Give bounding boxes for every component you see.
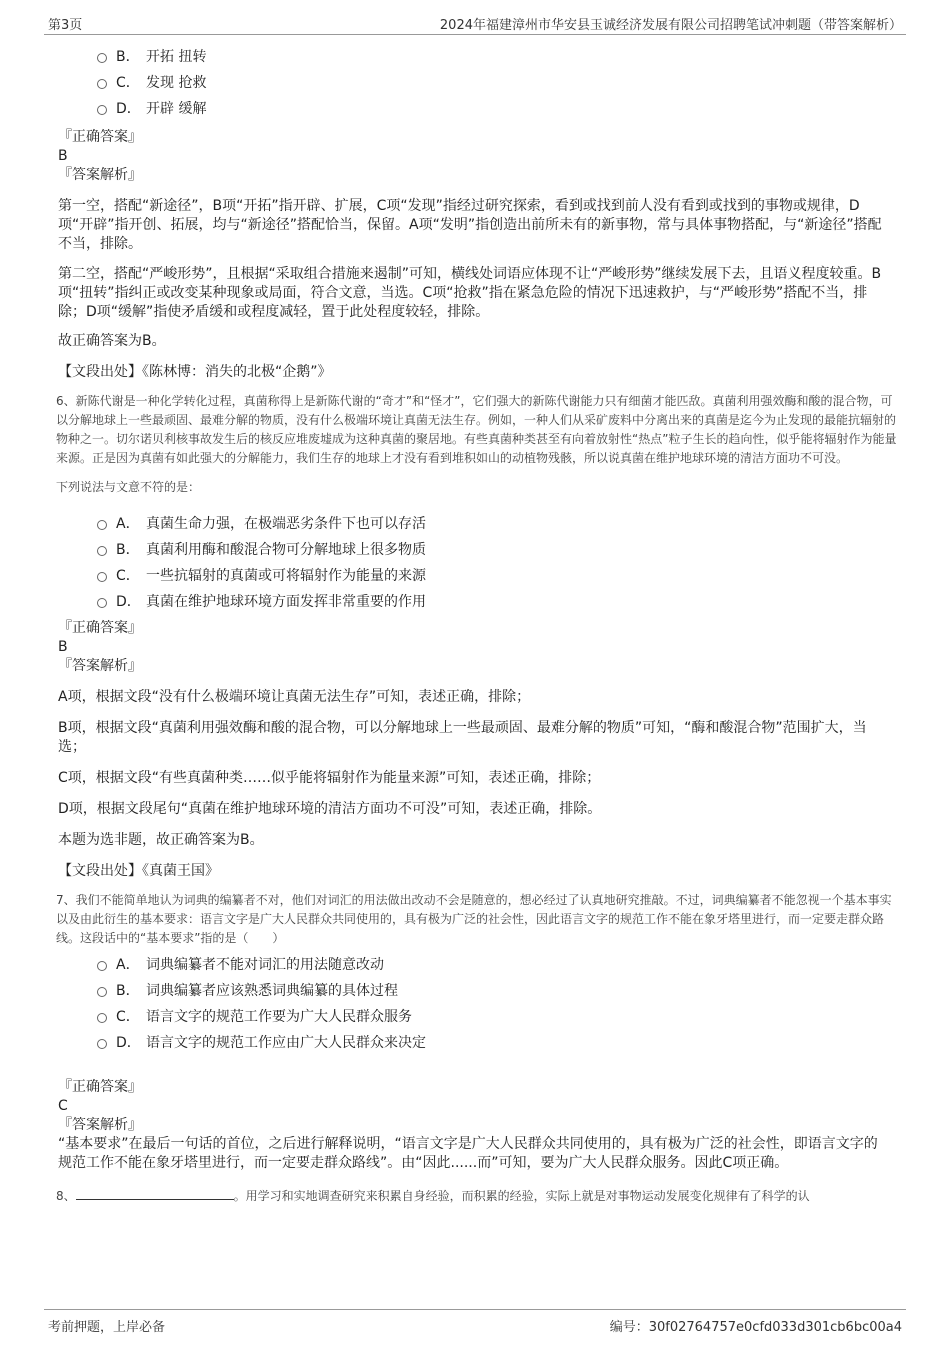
q5-answer-label: 『正确答案』: [58, 129, 142, 145]
radio-icon[interactable]: [97, 520, 107, 530]
q7-options: [0, 952, 950, 1056]
document-code: 编号：30f02764757e0cfd033d301cb6bc00a4: [609, 1320, 902, 1335]
radio-icon[interactable]: [97, 79, 107, 89]
radio-icon[interactable]: [97, 546, 107, 556]
q6-option-c[interactable]: C． 一些抗辐射的真菌或可将辐射作为能量的来源: [0, 563, 950, 589]
q8-blank: [76, 1187, 234, 1200]
q5-option-c[interactable]: C． 发现 抢救: [0, 70, 950, 96]
radio-icon[interactable]: [97, 572, 107, 582]
q8-text: 。用学习和实地调查研究来积累自身经验，而积累的经验，实际上就是对事物运动发展变化规律有了科学的认: [233, 1189, 810, 1203]
q7-analysis-label: 『答案解析』: [58, 1117, 142, 1133]
page-content: [0, 44, 950, 1206]
radio-icon[interactable]: [97, 1039, 107, 1049]
q5-source: 【文段出处】《陈林博：消失的北极“企鹅”》: [58, 364, 332, 380]
radio-icon[interactable]: [97, 987, 107, 997]
q6-analysis-label: 『答案解析』: [58, 658, 142, 674]
q8-stem: [0, 1187, 950, 1206]
q5-analysis-3: 故正确答案为B。: [58, 333, 166, 349]
q6-options: [0, 511, 950, 615]
q7-analysis: “基本要求”在最后一句话的首位，之后进行解释说明，“语言文字是广大人民群众共同使用的，具有极为广泛的社会性，即语言文字的规范工作不能在象牙塔里进行，而一定要走群众路线”。由“因此......而”可知，要为广大人民群众服务。因此C项正确。: [58, 1136, 878, 1171]
radio-icon[interactable]: [97, 1013, 107, 1023]
q6-analysis-d: D项，根据文段尾句“真菌在维护地球环境的清洁方面功不可没”可知，表述正确，排除。: [58, 801, 602, 817]
q7-option-c[interactable]: C． 语言文字的规范工作要为广大人民群众服务: [0, 1004, 950, 1030]
q6-source: 【文段出处】《真菌王国》: [58, 863, 219, 879]
q6-option-d[interactable]: D． 真菌在维护地球环境方面发挥非常重要的作用: [0, 589, 950, 615]
q5-analysis-1: 第一空，搭配“新途径”，B项“开拓”指开辟、扩展，C项“发现”指经过研究探索，看到或找到前人没有看到或找到的事物或规律，D项“开辟”指开创、拓展，均与“新途径”搭配恰当，保留。A项“发明”指创造出前所未有的新事物，常与具体事物搭配，与“新途径”搭配不当，排除。: [58, 198, 882, 252]
q6-answer: B: [58, 639, 68, 655]
q6-stem: 6、新陈代谢是一种化学转化过程，真菌称得上是新陈代谢的“奇才”和“怪才”，它们强大的新陈代谢能力只有细菌才能匹敌。真菌利用强效酶和酸的混合物，可以分解地球上一些最顽固、最难分解的物质，没有什么极端环境让真菌无法生存。例如，一种人们从采矿废料中分离出来的真菌是迄今为止发现的最能抗辐射的物种之一。切尔诺贝利核事故发生后的核反应堆废墟成为这种真菌的聚居地。有些真菌种类甚至有向着放射性“热点”粒子生长的趋向性，似乎能将辐射作为能量来源。正是因为真菌有如此强大的分解能力，我们生存的地球上才没有看到堆积如山的动植物残骸，所以说真菌在维护地球环境的清洁方面功不可没。: [56, 394, 897, 465]
document-title: 2024年福建漳州市华安县玉诚经济发展有限公司招聘笔试冲刺题（带答案解析）: [439, 18, 902, 33]
q7-option-d[interactable]: D． 语言文字的规范工作应由广大人民群众来决定: [0, 1030, 950, 1056]
q5-analysis-label: 『答案解析』: [58, 167, 142, 183]
page-header: [44, 12, 906, 35]
q6-option-a[interactable]: A． 真菌生命力强，在极端恶劣条件下也可以存活: [0, 511, 950, 537]
page-number: 第3页: [48, 18, 83, 33]
page-footer: [44, 1309, 906, 1334]
q6-analysis-a: A项，根据文段“没有什么极端环境让真菌无法生存”可知，表述正确，排除；: [58, 689, 531, 705]
q8-number: 8、: [56, 1189, 76, 1203]
footer-slogan: 考前押题，上岸必备: [48, 1320, 166, 1335]
q6-option-b[interactable]: B． 真菌利用酶和酸混合物可分解地球上很多物质: [0, 537, 950, 563]
q7-stem: 7、我们不能简单地认为词典的编纂者不对，他们对词汇的用法做出改动不会是随意的，想必经过了认真地研究推敲。不过，词典编纂者不能忽视一个基本事实以及由此衍生的基本要求：语言文字是广大人民群众共同使用的，具有极为广泛的社会性，因此语言文字的规范工作不能在象牙塔里进行，而一定要走群众路线。这段话中的“基本要求”指的是（ ）: [56, 893, 892, 945]
q6-answer-label: 『正确答案』: [58, 620, 142, 636]
q7-answer-label: 『正确答案』: [58, 1079, 142, 1095]
q5-analysis-2: 第二空，搭配“严峻形势”，且根据“采取组合措施来遏制”可知，横线处词语应体现不让“严峻形势”继续发展下去，且语义程度较重。B项“扭转”指纠正或改变某种现象或局面，符合文意，当选。C项“抢救”指在紧急危险的情况下迅速救护，与“严峻形势”搭配不当，排除；D项“缓解”指使矛盾缓和或程度减轻，置于此处程度较轻，排除。: [58, 266, 882, 320]
radio-icon[interactable]: [97, 105, 107, 115]
q6-conclusion: 本题为选非题，故正确答案为B。: [58, 832, 264, 848]
q5-option-b[interactable]: B． 开拓 扭转: [0, 44, 950, 70]
q5-option-d[interactable]: D． 开辟 缓解: [0, 96, 950, 122]
q7-option-b[interactable]: B． 词典编纂者应该熟悉词典编纂的具体过程: [0, 978, 950, 1004]
q5-answer: B: [58, 148, 68, 164]
q6-analysis-b: B项，根据文段“真菌利用强效酶和酸的混合物，可以分解地球上一些最顽固、最难分解的物质”可知，“酶和酸混合物”范围扩大，当选；: [58, 720, 867, 755]
radio-icon[interactable]: [97, 598, 107, 608]
q6-question: 下列说法与文意不符的是：: [56, 480, 201, 494]
radio-icon[interactable]: [97, 53, 107, 63]
radio-icon[interactable]: [97, 961, 107, 971]
q5-options: [0, 44, 950, 122]
q7-option-a[interactable]: A． 词典编纂者不能对词汇的用法随意改动: [0, 952, 950, 978]
q6-analysis-c: C项，根据文段“有些真菌种类……似乎能将辐射作为能量来源”可知，表述正确，排除；: [58, 770, 601, 786]
q7-answer: C: [58, 1098, 68, 1114]
